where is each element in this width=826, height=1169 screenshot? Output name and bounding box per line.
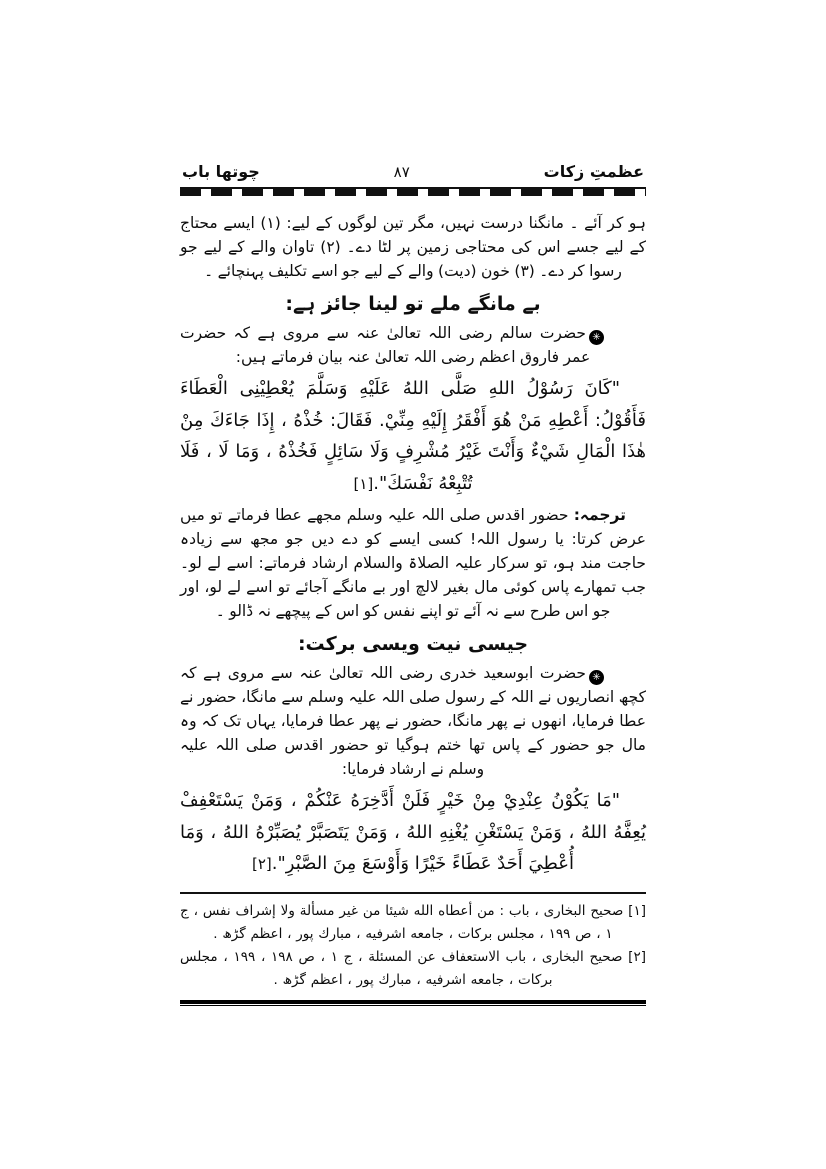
arabic-quote-2-text: "مَا يَكُوْنُ عِنْدِيْ مِنْ خَيْرٍ فَلَنْ أَدَّخِرَهُ عَنْكُمْ ، وَمَنْ يَسْتَعْفِفْ يُعِفَّهُ اللهُ ، وَمَنْ يَسْتَغْنِ يُغْنِهِ اللهُ ، وَمَنْ يَتَصَبَّرْ يُصَبِّرْهُ اللهُ ، وَمَا أُعْطِيَ أَحَدٌ عَطَاءً خَيْرًا وَأَوْسَعَ مِنَ الصَّبْرِ". (180, 790, 646, 875)
narration-paragraph-2 (180, 661, 646, 781)
footnote-2: [۲] صحيح البخارى ، باب الاستعفاف عن المسئلة ، ج ۱ ، ص ۱۹۸ ، ۱۹۹ ، مجلس بركات ، جامعه اشرفيه ، مبارك پور ، اعظم گڑھ . (180, 948, 646, 988)
arabic-quote-2 (180, 785, 646, 880)
section-heading-1: بے مانگے ملے تو لینا جائز ہے: (285, 293, 541, 316)
header-dashed-rule (180, 187, 646, 196)
translation-paragraph (180, 503, 646, 623)
narration-paragraph-1 (180, 321, 646, 369)
section-heading-2: جیسی نیت ویسی برکت: (297, 633, 529, 656)
arabic-quote-1-text: "كَانَ رَسُوْلُ اللهِ صَلَّى اللهُ عَلَيْهِ وَسَلَّمَ يُعْطِيْنِى الْعَطَاءَ فَأَقُوْلُ: أَعْطِهِ مَنْ هُوَ أَفْقَرُ إِلَيْهِ مِنِّيْ. فَقَالَ: خُذْهُ ، إِذَا جَاءَكَ مِنْ هٰذَا الْمَالِ شَيْءٌ وَأَنْتَ غَيْرُ مُشْرِفٍ وَلَا سَائِلٍ فَخُذْهُ ، وَمَا لَا ، فَلَا تُتْبِعْهُ نَفْسَكَ". (180, 378, 646, 494)
flower-bullet-icon: ✳ (589, 330, 604, 345)
page-number: ۸۷ (393, 163, 410, 181)
chapter-title: چوتھا باب (182, 162, 260, 181)
book-title: عظمتِ زکات (543, 162, 644, 181)
page-content-column (180, 0, 646, 1007)
page-bottom-rule (180, 1000, 646, 1007)
running-head (180, 162, 646, 185)
footnote-separator-rule (180, 892, 646, 894)
header-dashed-rule-inner (180, 190, 646, 195)
translation-text: حضور اقدس صلی اللہ علیہ وسلم مجھے عطا فرماتے تو میں عرض کرتا: یا رسول اللہ! کسی ایسے کو دے دیں جو مجھ سے زیادہ حاجت مند ہو، تو سرکار علیہ الصلاۃ والسلام ارشاد فرماتے: اسے لے لو۔ جب تمھارے پاس کوئی مال بغیر لالچ اور بے مانگے آجائے تو اسے لے لو، اور جو اس طرح سے نہ آئے تو اپنے نفس کو اس کے پیچھے نہ ڈالو ۔ (180, 506, 646, 621)
narration-text-2: حضرت ابوسعید خدری رضی اللہ تعالیٰ عنہ سے مروی ہے کہ کچھ انصاریوں نے اللہ کے رسول صلی اللہ علیہ وسلم سے مانگا، حضور نے عطا فرمایا، انھوں نے پھر مانگا، حضور نے پھر عطا فرمایا، یہاں تک کہ وہ مال جو حضور کے پاس تھا ختم ہوگیا تو حضور اقدس صلی اللہ علیہ وسلم نے ارشاد فرمایا: (180, 664, 646, 779)
arabic-quote-1 (180, 373, 646, 499)
footnote-marker-1: [۱] (353, 474, 374, 493)
narration-text-1: حضرت سالم رضی اللہ تعالیٰ عنہ سے مروی ہے کہ حضرت عمر فاروق اعظم رضی اللہ تعالیٰ عنہ بیان فرماتے ہیں: (180, 324, 591, 367)
footnote-marker-2: [۲] (252, 855, 272, 874)
translation-label: ترجمہ: (573, 506, 626, 525)
paragraph-intro: ہو کر آئے ۔ مانگنا درست نہیں، مگر تین لوگوں کے لیے: (۱) ایسے محتاج کے لیے جسے اس کی محتاجی زمین پر لٹا دے۔ (۲) تاوان والے کے لیے جو رسوا کر دے۔ (۳) خون (دیت) والے کے لیے جو اسے تکلیف پہنچائے ۔ (180, 214, 646, 281)
footnote-1: [۱] صحيح البخارى ، باب : من أعطاه الله شيئا من غير مسألة ولا إشراف نفس ، ج ۱ ، ص ۱۹۹ ، مجلس بركات ، جامعه اشرفيه ، مبارك پور ، اعظم گڑھ . (180, 902, 646, 942)
flower-bullet-icon: ✳ (589, 670, 604, 685)
